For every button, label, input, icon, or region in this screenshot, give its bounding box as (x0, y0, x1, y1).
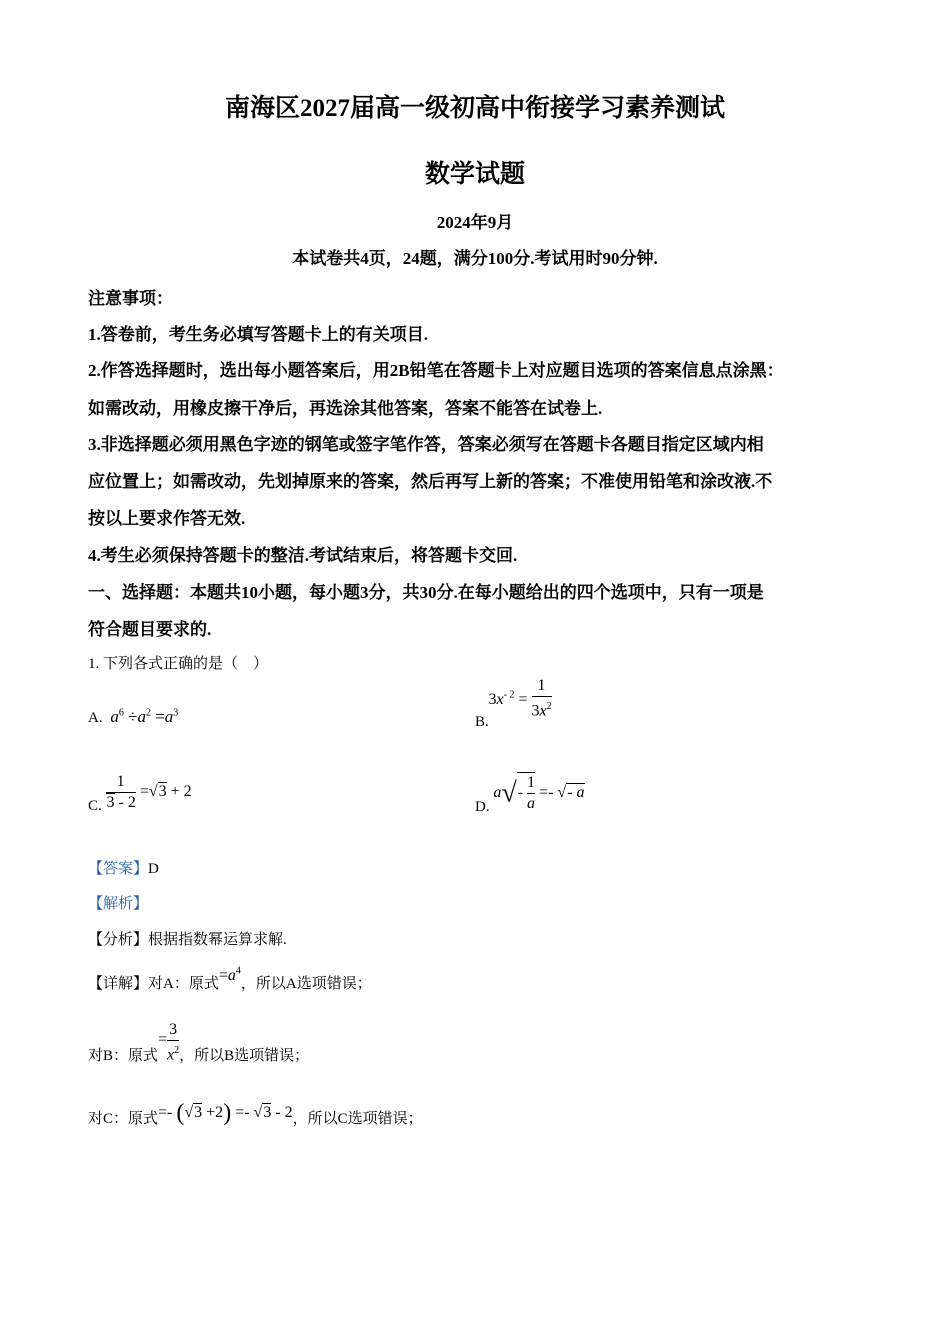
detail-a (88, 965, 372, 993)
note-line: 1.答卷前，考生务必填写答题卡上的有关项目. (88, 325, 428, 344)
option-c (88, 772, 192, 813)
answer-tag: 【答案】 (88, 861, 149, 877)
option-a-label: A. (88, 710, 103, 726)
notes-heading: 注意事项： (88, 289, 173, 308)
detail-c (88, 1100, 423, 1133)
detail-b-formula: = $\frac{3}{x^2}$ (158, 1021, 180, 1064)
answer-value: D (148, 861, 159, 877)
note-line: 4.考生必须保持答题卡的整洁.考试结束后，将答题卡交回. (88, 546, 518, 565)
section-heading-cont: 符合题目要求的. (88, 620, 212, 639)
detail-a-prefix: 【详解】对A：原式 (88, 976, 219, 992)
option-c-formula: $\frac{1}{3 - 2}$ =√3 + 2 (106, 773, 192, 811)
note-line: 3.非选择题必须用黑色字迹的钢笔或签字笔作答，答案必须写在答题卡各题目指定区域内相 (88, 435, 764, 454)
detail-a-formula: $=a^4$ (218, 965, 241, 984)
option-a-formula: $a^6 \div a^2 =a^3$ (110, 707, 179, 726)
note-line: 如需改动，用橡皮擦干净后，再选涂其他答案，答案不能答在试卷上. (88, 399, 603, 418)
detail-b (88, 1020, 309, 1065)
option-b (475, 677, 552, 731)
option-d-formula: a√- $\frac{1}{a}$ =- √- a (493, 774, 585, 812)
detail-b-suffix: ，所以B选项错误； (179, 1048, 310, 1065)
option-c-label: C. (88, 798, 102, 815)
detail-b-prefix: 对B：原式 (88, 1048, 159, 1065)
question-stem: 1. 下列各式正确的是（ ） (88, 656, 269, 672)
exam-date: 2024年9月 (436, 213, 514, 232)
option-d (475, 772, 585, 814)
option-d-label: D. (475, 798, 490, 815)
option-b-label: B. (475, 714, 489, 731)
analysis-tag: 【解析】 (88, 896, 149, 912)
page-subtitle: 数学试题 (424, 161, 525, 188)
detail-a-suffix: ，所以A选项错误； (240, 976, 372, 992)
analysis-text: 【分析】根据指数幂运算求解. (88, 932, 287, 948)
option-a (88, 707, 178, 727)
answer-line (88, 857, 159, 878)
detail-c-suffix: ，所以C选项错误； (292, 1111, 423, 1128)
exam-info: 本试卷共4页，24题，满分100分.考试用时90分钟. (292, 249, 658, 268)
section-heading: 一、选择题：本题共10小题，每小题3分，共30分.在每小题给出的四个选项中，只有一项是 (88, 583, 764, 602)
page-title: 南海区2027届高一级初高中衔接学习素养测试 (224, 95, 725, 122)
detail-c-formula: =- (√3 +2) =- √3 - 2 (158, 1100, 293, 1126)
note-line: 按以上要求作答无效. (88, 509, 246, 528)
option-b-formula: $3x^{- 2}$ = $\frac{1}{3x^2}$ (488, 677, 552, 720)
note-line: 2.作答选择题时，选出每小题答案后，用2B铅笔在答题卡上对应题目选项的答案信息点涂黑： (88, 361, 784, 380)
detail-c-prefix: 对C：原式 (88, 1111, 159, 1128)
note-line: 应位置上；如需改动，先划掉原来的答案，然后再写上新的答案；不准使用铅笔和涂改液.不 (88, 472, 773, 491)
